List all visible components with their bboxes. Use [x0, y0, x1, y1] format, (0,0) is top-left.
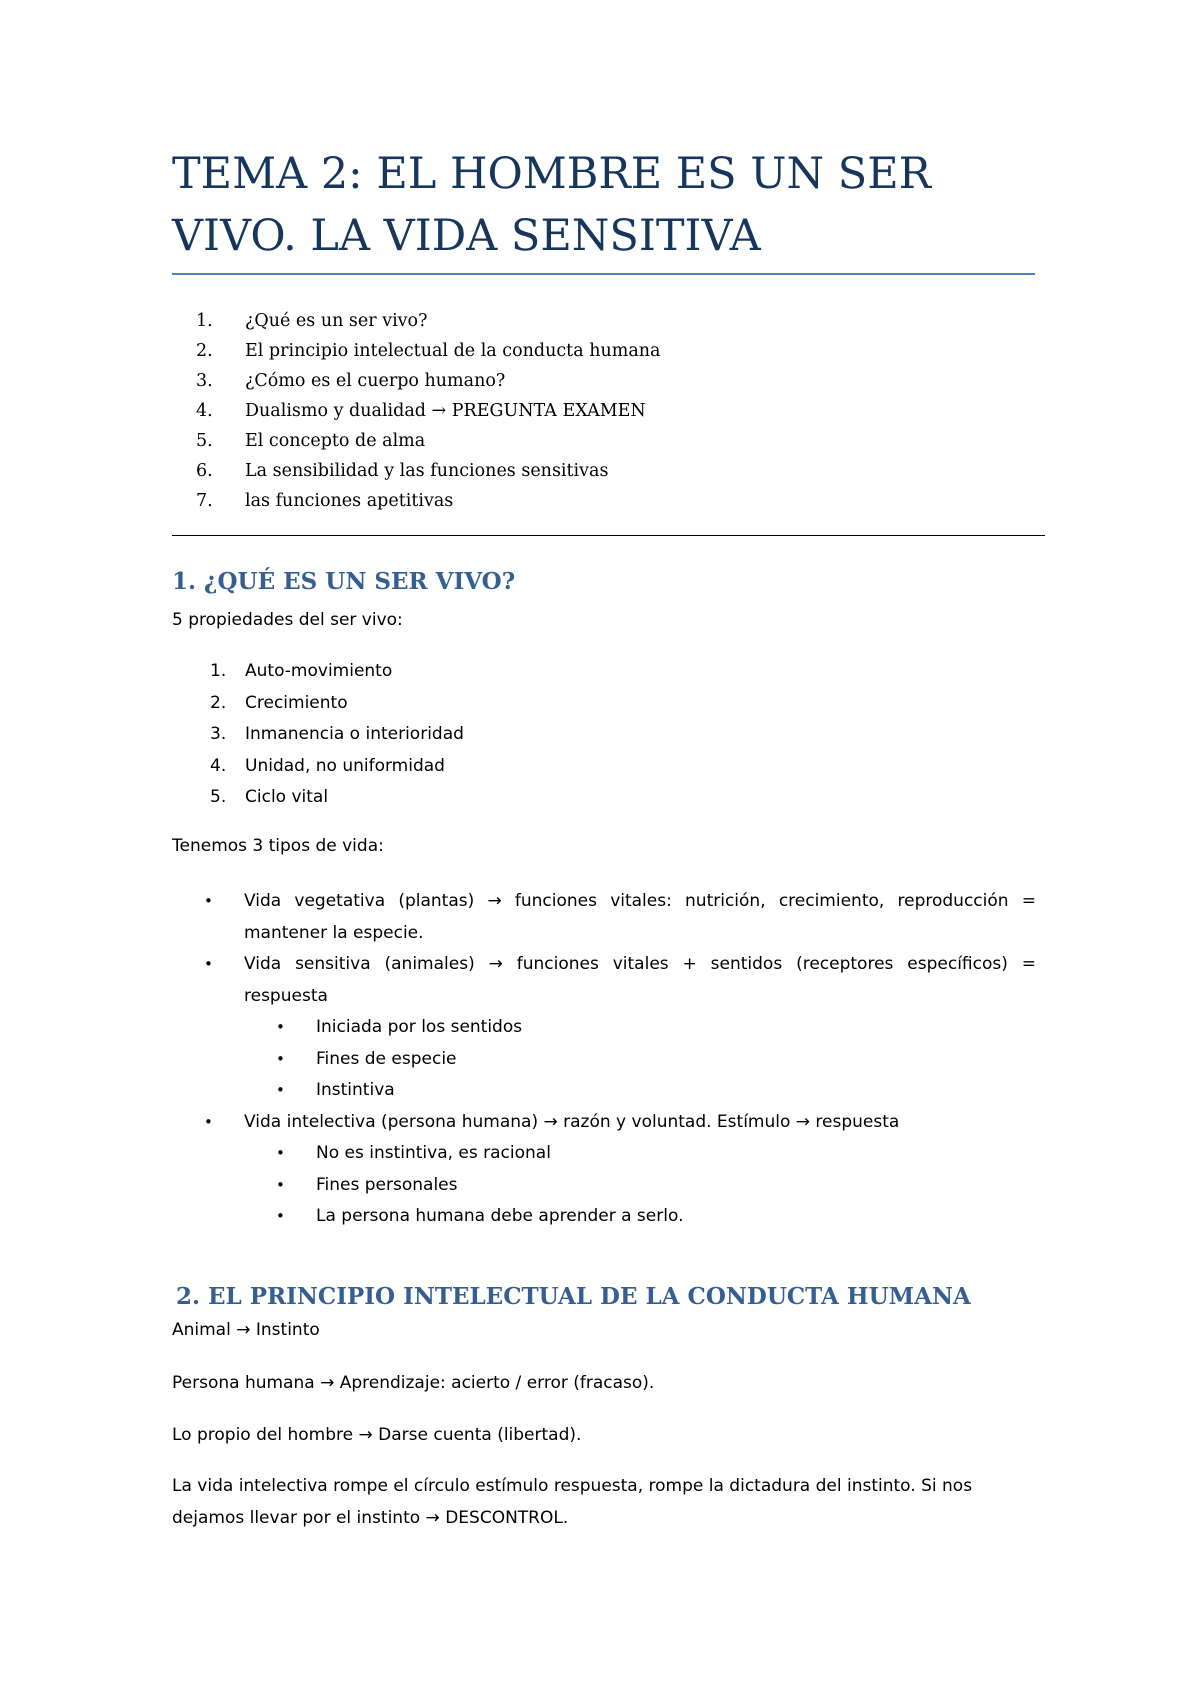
paragraph: Animal → Instinto: [172, 1320, 320, 1340]
paragraph: La vida intelectiva rompe el círculo estímulo respuesta, rompe la dictadura del instinto. Si nos: [172, 1476, 973, 1496]
life-type-item: • Vida intelectiva (persona humana) → razón y voluntad. Estímulo → respuesta • No es instintiva, es racional • Fines personales • La persona humana debe aprender a serlo.: [204, 1107, 1036, 1233]
toc-item: 4. Dualismo y dualidad → PREGUNTA EXAMEN: [196, 401, 646, 421]
section-2-heading: 2. EL PRINCIPIO INTELECTUAL DE LA CONDUCTA HUMANA: [176, 1283, 971, 1310]
sub-list-item: • Fines personales: [276, 1174, 458, 1195]
table-of-contents: [196, 306, 660, 516]
paragraph: Persona humana → Aprendizaje: acierto / error (fracaso).: [172, 1373, 655, 1393]
page-title: TEMA 2: EL HOMBRE ES UN SER VIVO. LA VIDA SENSITIVA: [172, 149, 932, 261]
list-item: 5. Ciclo vital: [210, 787, 329, 807]
life-types-list: [204, 886, 1036, 1233]
toc-item: 7. las funciones apetitivas: [196, 491, 454, 511]
sub-list: [244, 1012, 1036, 1107]
types-intro: Tenemos 3 tipos de vida:: [172, 836, 384, 856]
sub-list-item: • La persona humana debe aprender a serlo.: [276, 1206, 684, 1226]
bullet: •: [204, 955, 213, 973]
toc-item: 6. La sensibilidad y las funciones sensitivas: [196, 461, 609, 481]
properties-intro: 5 propiedades del ser vivo:: [172, 610, 403, 630]
list-item: 4. Unidad, no uniformidad: [210, 755, 445, 776]
life-type-item: • Vida vegetativa (plantas) → funciones vitales: nutrición, crecimiento, reproducción = mantener la especie.: [204, 886, 1036, 949]
life-type-item: • Vida sensitiva (animales) → funciones vitales + sentidos (receptores específicos) = respuesta • Iniciada por los sentidos • Fines de especie • Instintiva: [204, 949, 1036, 1107]
list-item: 1. Auto-movimiento: [210, 661, 393, 681]
list-item: 3. Inmanencia o interioridad: [210, 724, 464, 744]
sub-list-item: • Fines de especie: [276, 1048, 457, 1069]
sub-list: [244, 1138, 1036, 1233]
toc-item: 3. ¿Cómo es el cuerpo humano?: [196, 371, 506, 391]
horizontal-rule: [172, 535, 1045, 536]
sub-list-item: • Instintiva: [276, 1080, 395, 1100]
sub-list-item: • Iniciada por los sentidos: [276, 1017, 523, 1037]
paragraph: Lo propio del hombre → Darse cuenta (libertad).: [172, 1425, 582, 1445]
sub-list-item: • No es instintiva, es racional: [276, 1143, 551, 1163]
properties-list: [210, 656, 464, 814]
toc-item: 5. El concepto de alma: [196, 431, 426, 451]
toc-item: 2. El principio intelectual de la conducta humana: [196, 341, 661, 361]
paragraph: dejamos llevar por el instinto → DESCONTROL.: [172, 1508, 569, 1528]
list-item: 2. Crecimiento: [210, 692, 348, 713]
title-underline: [172, 273, 1035, 275]
bullet: •: [204, 1112, 213, 1131]
toc-item: 1. ¿Qué es un ser vivo?: [196, 311, 428, 331]
bullet: •: [204, 892, 213, 910]
section-1-heading: 1. ¿QUÉ ES UN SER VIVO?: [172, 568, 516, 595]
